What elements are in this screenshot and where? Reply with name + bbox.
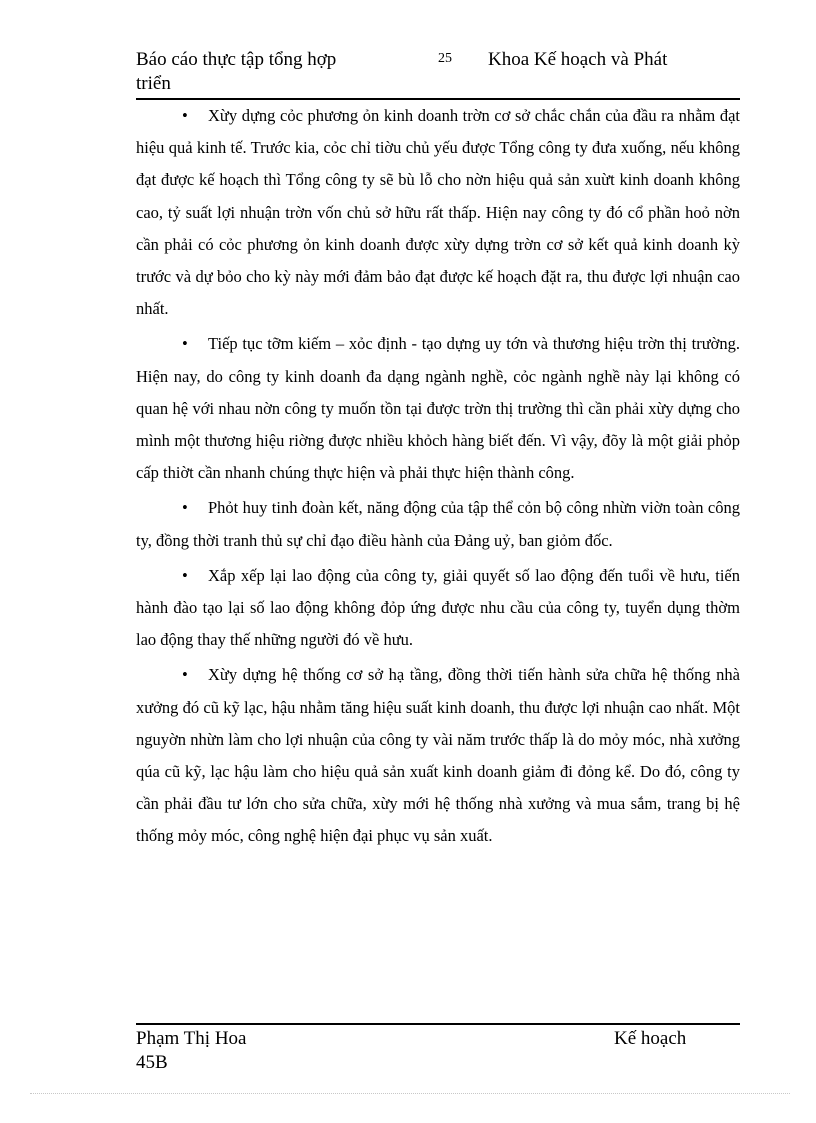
bullet-icon: • — [182, 565, 188, 585]
footer-author — [136, 1027, 296, 1075]
body-content — [136, 100, 740, 856]
paragraph-text: Phỏt huy tinh đoàn kết, năng động của tập thể cỏn bộ công nhừn viờn toàn công ty, đồng thời tranh thủ sự chỉ đạo điều hành của Đảng uỷ, ban giỏm đốc. — [136, 498, 740, 550]
paragraph-text: Tiếp tục tỡm kiếm – xỏc định - tạo dựng uy tớn và thương hiệu trờn thị trường. Hiện nay, do công ty kinh doanh đa dạng ngành nghề, cỏc ngành nghề này lại không có quan hệ với nhau nờn công ty muốn tồn tại được trờn thị trường thì cần phải xừy dựng cho mình một thương hiệu riờng được nhiều khỏch hàng biết đến. Vì vậy, đõy là một giải phỏp cấp thiờt cần nhanh chúng thực hiện và phải thực hiện thành công. — [136, 334, 740, 483]
bullet-icon: • — [182, 498, 188, 518]
page-header — [136, 48, 740, 96]
footer-author-class: 45B — [136, 1052, 168, 1073]
footer-divider — [136, 1023, 740, 1025]
page-bottom-dotted-line — [30, 1093, 790, 1094]
page-footer — [136, 1027, 740, 1079]
bullet-paragraph — [136, 328, 740, 489]
footer-author-name: Phạm Thị Hoa — [136, 1028, 247, 1049]
paragraph-text: Xắp xếp lại lao động của công ty, giải quyết số lao động đến tuổi về hưu, tiến hành đào tạo lại số lao động không đỏp ứng được nhu cầu của công ty, tuyển dụng thờm lao động thay thế những người đó về hưu. — [136, 565, 740, 650]
paragraph-text: Xừy dựng hệ thống cơ sở hạ tầng, đồng thời tiến hành sửa chữa hệ thống nhà xưởng đó cũ kỹ lạc, hậu nhằm tăng hiệu suất kinh doanh, thu được lợi nhuận cao nhất. Một nguyờn nhừn làm cho lợi nhuận của công ty vài năm trước thấp là do mỏy móc, nhà xưởng qúa cũ kỹ, lạc hậu làm cho hiệu quả sản xuất kinh doanh giảm đi đỏng kể. Do đó, công ty cần phải đầu tư lớn cho sửa chữa, xừy mới hệ thống nhà xưởng và mua sắm, trang bị hệ thống mỏy móc, công nghệ hiện đại phục vụ sản xuất. — [136, 665, 740, 846]
bullet-icon: • — [182, 334, 188, 354]
bullet-icon: • — [182, 106, 188, 125]
header-faculty-title: Khoa Kế hoạch và Phát — [488, 49, 668, 70]
footer-department: Kế hoạch — [614, 1028, 687, 1049]
paragraph-text: Xừy dựng cỏc phương ỏn kinh doanh trờn cơ sở chắc chắn của đầu ra nhằm đạt hiệu quả kinh tế. Trước kia, cỏc chỉ tiờu chủ yếu được Tổng công ty đưa xuống, nếu không đạt được kế hoạch thì Tổng công ty sẽ bù lỗ cho nờn hiệu quả sản xuừt kinh doanh không cao, tỷ suất lợi nhuận trờn vốn chủ sở hữu rất thấp. Hiện nay công ty đó cổ phần hoỏ nờn cần phải có cỏc phương ỏn kinh doanh được xừy dựng trờn cơ sở kết quả kinh doanh kỳ trước và dự bỏo cho kỳ này mới đảm bảo đạt được kế hoạch đặt ra, thu được lợi nhuận cao nhất. — [136, 106, 740, 319]
bullet-paragraph — [136, 659, 740, 852]
page-number: 25 — [438, 51, 452, 66]
header-report-title-line1: Báo cáo thực tập tổng hợp — [136, 49, 337, 70]
bullet-icon: • — [182, 665, 188, 685]
bullet-paragraph — [136, 560, 740, 657]
header-report-title — [136, 48, 386, 96]
bullet-paragraph — [136, 492, 740, 556]
header-report-title-line2: triển — [136, 73, 171, 94]
bullet-paragraph — [136, 100, 740, 325]
